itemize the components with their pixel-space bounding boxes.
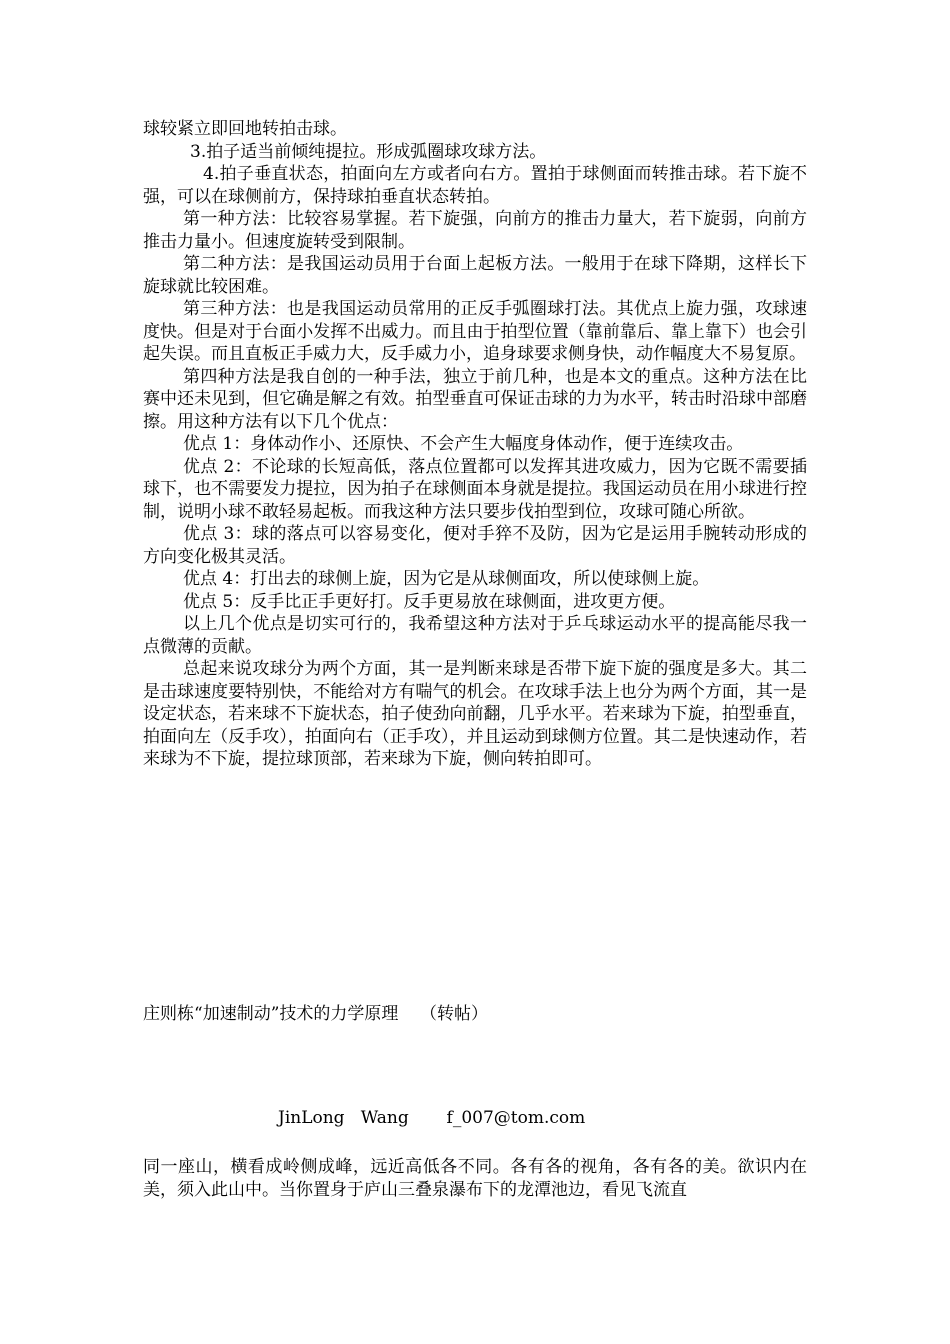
paragraph: 第四种方法是我自创的一种手法，独立于前几种，也是本文的重点。这种方法在比赛中还未见到，但它确是解之有效。拍型垂直可保证击球的力为水平，转击时沿球中部磨擦。用这种方法有以下几个优点： <box>143 366 807 432</box>
paragraph: 第一种方法：比较容易掌握。若下旋强，向前方的推击力量大，若下旋弱，向前方推击力量小。但速度旋转受到限制。 <box>143 209 807 252</box>
article-body-bottom <box>143 1156 807 1201</box>
paragraph: 优点 1：身体动作小、还原快、不会产生大幅度身体动作，便于连续攻击。 <box>183 434 744 454</box>
paragraph: 球较紧立即回地转拍击球。 <box>143 119 347 139</box>
article-body-top <box>143 118 807 771</box>
paragraph: 优点 5：反手比正手更好打。反手更易放在球侧面，进攻更方便。 <box>183 591 676 612</box>
paragraph: 第三种方法：也是我国运动员常用的正反手弧圈球打法。其优点上旋力强，攻球速度快。但是对于台面小发挥不出威力。而且由于拍型位置（靠前靠后、靠上靠下）也会引起失误。而且直板正手威力大，反手威力小，追身球要求侧身快，动作幅度大不易复原。 <box>143 299 807 364</box>
paragraph: 同一座山，横看成岭侧成峰，远近高低各不同。各有各的视角，各有各的美。欲识内在美，须入此山中。当你置身于庐山三叠泉瀑布下的龙潭池边，看见飞流直 <box>143 1157 807 1200</box>
paragraph: 优点 3：球的落点可以容易变化，便对手猝不及防，因为它是运用手腕转动形成的方向变化极其灵活。 <box>143 524 807 567</box>
paragraph: 优点 2：不论球的长短高低，落点位置都可以发挥其进攻威力，因为它既不需要插球下，也不需要发力提拉，因为拍子在球侧面本身就是提拉。我国运动员在用小球进行控制，说明小球不敢轻易起板。而我这种方法只要步伐拍型到位，攻球可随心所欲。 <box>143 456 807 522</box>
paragraph: 总起来说攻球分为两个方面，其一是判断来球是否带下旋下旋的强度是多大。其二是击球速度要特别快，不能给对方有喘气的机会。在攻球手法上也分为两个方面，其一是设定状态，若来球不下旋状态，拍子使劲向前翻，几乎水平。若来球为下旋，拍型垂直，拍面向左（反手攻），拍面向右（正手攻），并且运动到球侧方位置。其二是快速动作，若来球为不下旋，提拉球顶部，若来球为下旋，侧向转拍即可。 <box>143 659 807 769</box>
paragraph: 优点 4：打出去的球侧上旋，因为它是从球侧面攻，所以使球侧上旋。 <box>183 569 710 589</box>
article-title: 庄则栋“加速制动”技术的力学原理 （转帖） <box>143 1004 488 1024</box>
paragraph: 第二种方法：是我国运动员用于台面上起板方法。一般用于在球下降期，这样长下旋球就比较困难。 <box>143 254 807 297</box>
paragraph: 以上几个优点是切实可行的，我希望这种方法对于乒乓球运动水平的提高能尽我一点微薄的贡献。 <box>143 614 807 657</box>
author-line: JinLong Wang f_007@tom.com <box>278 1108 586 1128</box>
paragraph: 4.拍子垂直状态，拍面向左方或者向右方。置拍于球侧面而转推击球。若下旋不强，可以在球侧前方，保持球拍垂直状态转拍。 <box>143 164 807 207</box>
paragraph: 3.拍子适当前倾纯提拉。形成弧圈球攻球方法。 <box>190 141 547 162</box>
